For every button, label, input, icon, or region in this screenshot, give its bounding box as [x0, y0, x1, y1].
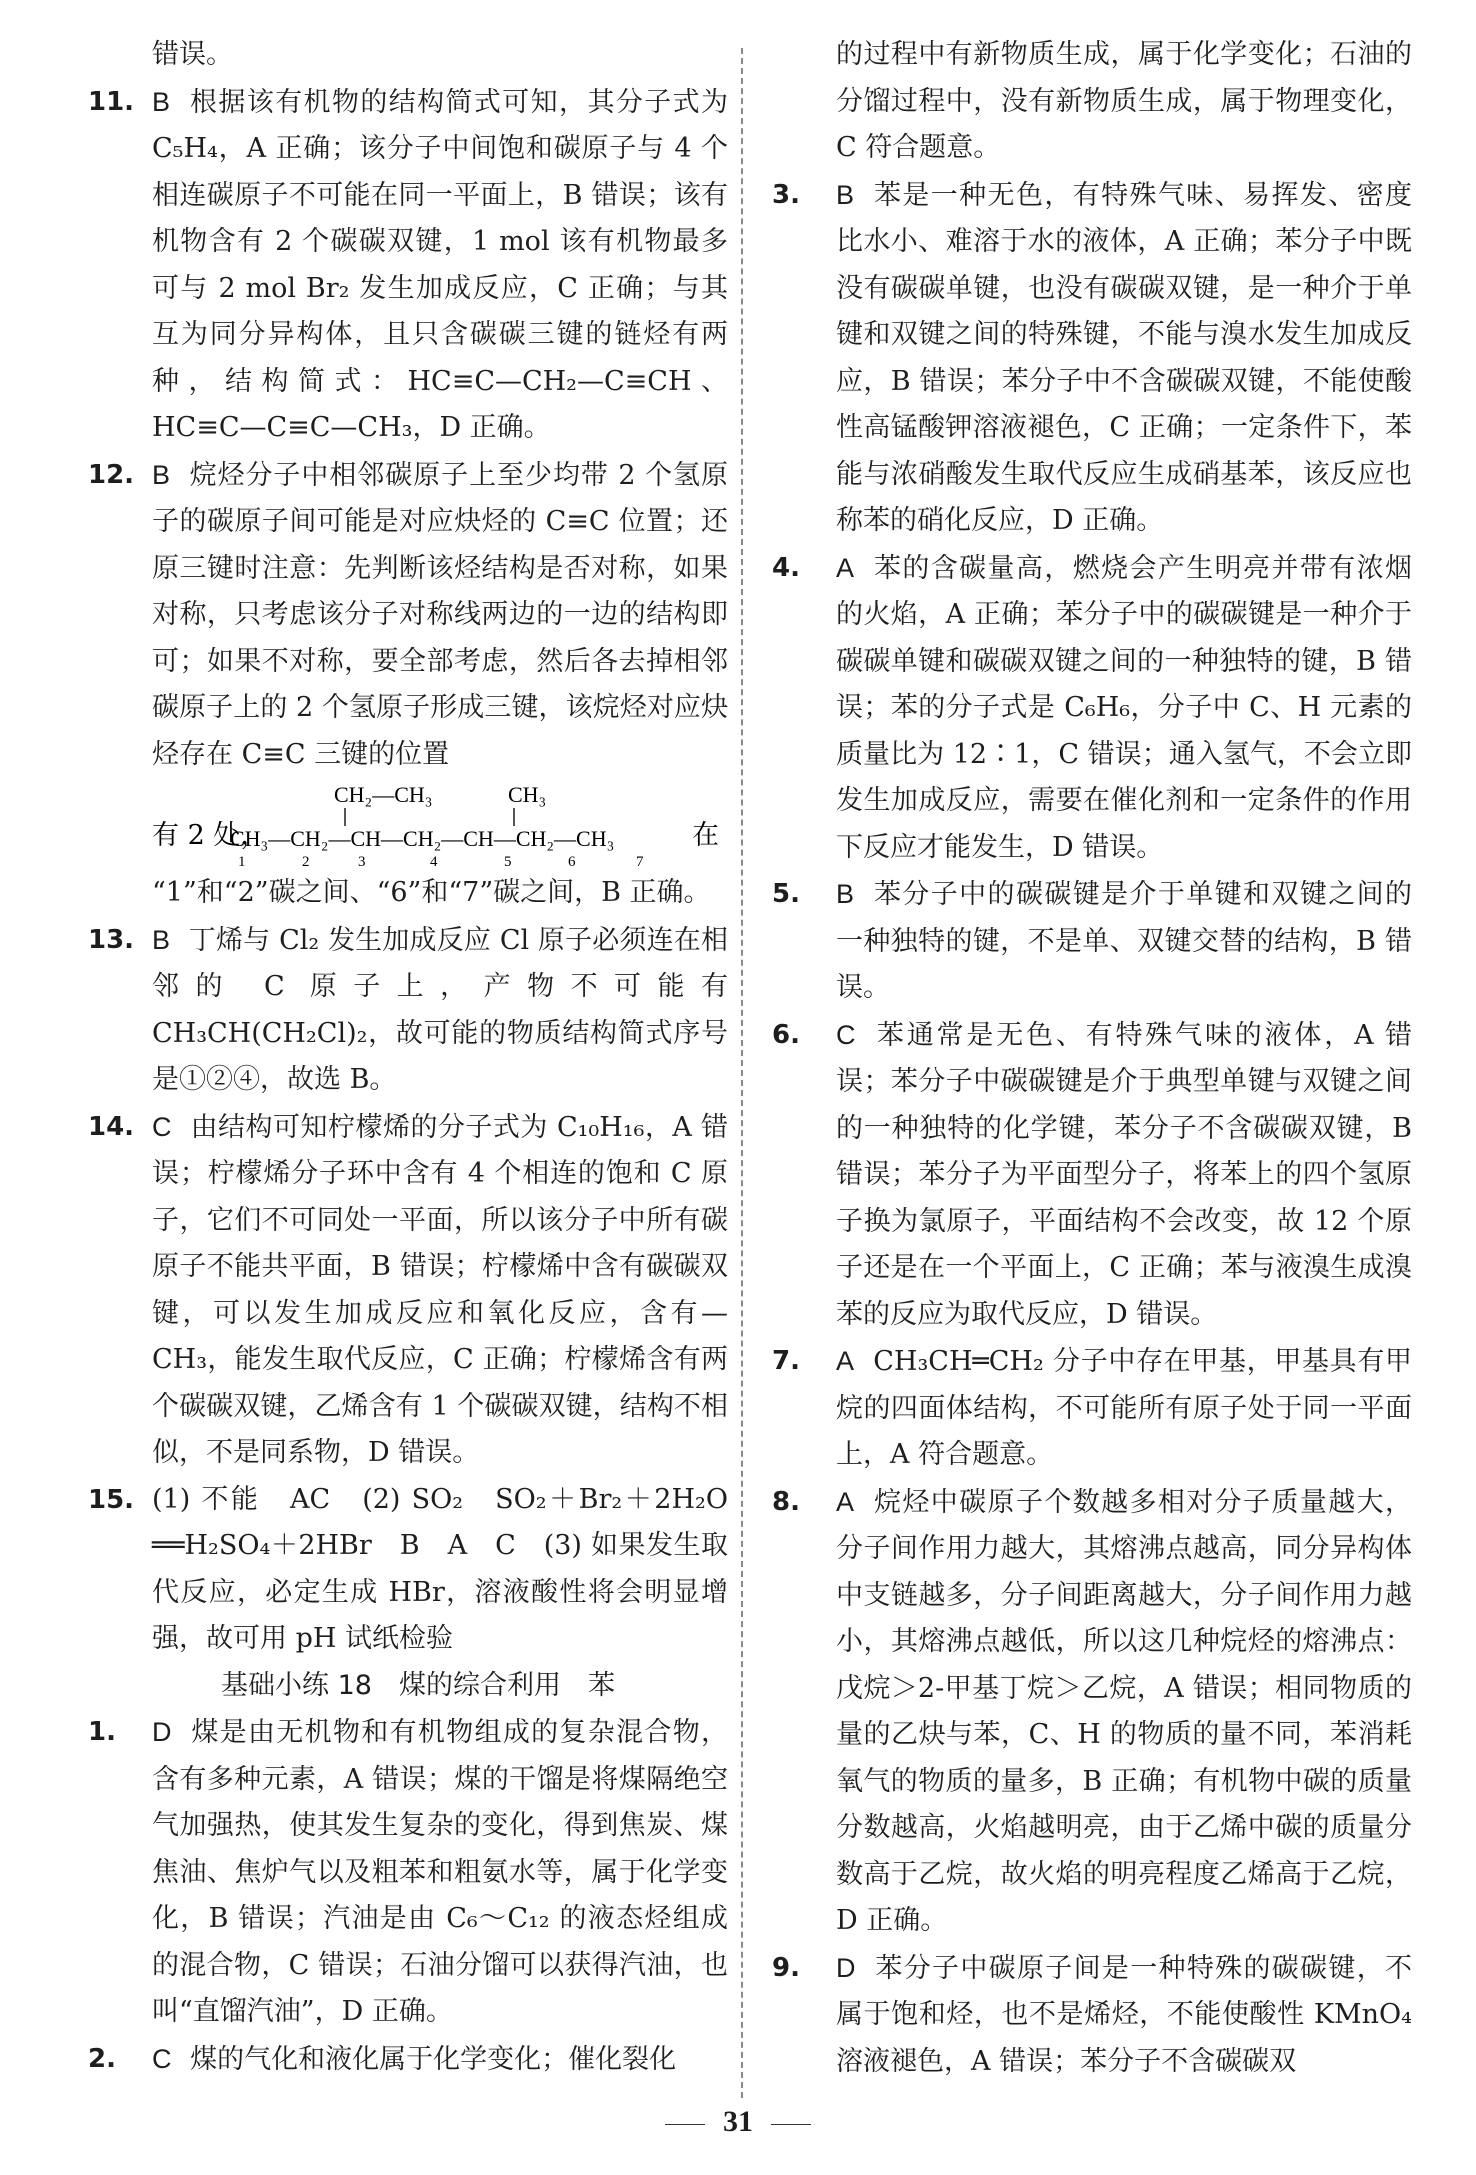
continuation-text: 的过程中有新物质生成，属于化学变化；石油的分馏过程中，没有新物质生成，属于物理变化，C 符合题意。: [836, 39, 1412, 163]
answer-choice: A: [836, 1486, 855, 1517]
answer-choice: C: [152, 1111, 172, 1142]
explanation-text: 煤是由无机物和有机物组成的复杂混合物，含有多种元素，A 错误；煤的干馏是将煤隔绝空气加强热，使其发生复杂的变化，得到焦炭、煤焦油、焦炉气以及粗苯和粗氨水等，属于化学变化，B 错误；汽油是由 C₆～C₁₂ 的液态烃组成的混合物，C 错误；石油分馏可以获得汽油，也叫“直馏汽油”，D 正确。: [152, 1717, 729, 2027]
answer-choice: C: [836, 1019, 856, 1050]
explanation-text: 烷烃分子中相邻碳原子上至少均带 2 个氢原子的碳原子间可能是对应炔烃的 C≡C 位置；还原三键时注意：先判断该烃结构是否对称，如果对称，只考虑该分子对称线两边的一边的结构即可；如果不对称，要全部考虑，然后各去掉相邻碳原子上的 2 个氢原子形成三键，该烷烃对应炔烃存在 C≡C 三键的位置: [152, 459, 728, 770]
answer-item-s1: [88, 1709, 728, 2036]
answer-item-s5: [772, 871, 1412, 1012]
carbon-index-6: 6: [568, 854, 576, 870]
answer-choice: B: [836, 879, 855, 909]
page-number-footer: [0, 2105, 1476, 2139]
struct-branch-2: CH₃: [508, 782, 547, 807]
item-number: 1.: [88, 1717, 116, 1747]
section-heading: 基础小练 18 煤的综合利用 苯: [221, 1669, 615, 1701]
item-number: 14.: [88, 1111, 135, 1142]
item-number: 11.: [88, 86, 135, 117]
struct-main-chain: CH₃—CH₂—CH—CH₂—CH—CH₂—CH₃: [230, 826, 615, 851]
item-number: 2.: [88, 2043, 116, 2074]
answer-item-15: [88, 1477, 728, 1663]
item-number: 15.: [88, 1484, 135, 1515]
explanation-text: 丁烯与 Cl₂ 发生加成反应 Cl 原子必须连在相邻的 C 原子上，产物不可能有 CH₃CH(CH₂Cl)₂，故可能的物质结构简式序号是①②④，故选 B。: [152, 924, 728, 1095]
item-number: 7.: [772, 1346, 800, 1376]
explanation-text: 苯分子中的碳碳键是介于单键和双键之间的一种独特的键，不是单、双键交替的结构，B 错误。: [836, 879, 1413, 1003]
answer-item-s6: [772, 1012, 1412, 1339]
answer-item-s8: [772, 1479, 1412, 1945]
structural-formula-line: [152, 778, 728, 870]
item-number: 9.: [772, 1952, 800, 1983]
right-column: [772, 32, 1412, 2085]
carbon-index-5: 5: [504, 854, 512, 870]
item-number: 12.: [88, 459, 135, 490]
answer-choice: C: [152, 2043, 172, 2074]
item-number: 4.: [772, 552, 800, 583]
struct-branch-1: CH₂—CH₃: [334, 782, 433, 807]
answer-choice: B: [152, 86, 171, 117]
answer-choice: D: [836, 1952, 856, 1983]
answer-choice: A: [836, 552, 855, 583]
carbon-index-3: 3: [358, 854, 366, 870]
carbon-index-7: 7: [636, 854, 644, 870]
continuation-text: 错误。: [152, 39, 233, 70]
left-column: [88, 32, 728, 2083]
carbon-index-1: 1: [238, 854, 246, 870]
answer-item-11: [88, 79, 728, 452]
explanation-text: 苯分子中碳原子间是一种特殊的碳碳键，不属于饱和烃，也不是烯烃，不能使酸性 KMnO₄ 溶液褪色，A 错误；苯分子不含碳碳双: [836, 1952, 1413, 2077]
carbon-index-4: 4: [430, 854, 438, 870]
answer-item-s7: [772, 1338, 1412, 1479]
explanation-text: 根据该有机物的结构简式可知，其分子式为 C₅H₄，A 正确；该分子中间饱和碳原子与 4 个相连碳原子不可能在同一平面上，B 错误；该有机物含有 2 个碳碳双键，1 mol 该有机物最多可与 2 mol Br₂ 发生加成反应，C 正确；与其互为同分异构体，且只含碳碳三键的链烃有两种，结构简式：HC≡C—CH₂—C≡CH、HC≡C—C≡C—CH₃，D 正确。: [152, 86, 729, 443]
carbon-index-2: 2: [302, 854, 310, 870]
answer-choice: D: [152, 1717, 172, 1747]
struct-prefix: 有 2 处，: [152, 820, 268, 851]
answer-choice: B: [836, 179, 855, 210]
explanation-text: 苯是一种无色，有特殊气味、易挥发、密度比水小、难溶于水的液体，A 正确；苯分子中既没有碳碳单键，也没有碳碳双键，是一种介于单键和双键之间的特殊键，不能与溴水发生加成反应，B 错误；苯分子中不含碳碳双键，不能使酸性高锰酸钾溶液褪色，C 正确；一定条件下，苯能与浓硝酸发生取代反应生成硝基苯，该反应也称苯的硝化反应，D 正确。: [836, 179, 1413, 536]
explanation-text: 煤的气化和液化属于化学变化；催化裂化: [190, 2043, 677, 2075]
answer-item-12: [88, 452, 728, 917]
paragraph-continuation: [772, 32, 1412, 172]
answer-item-14: [88, 1104, 728, 1477]
struct-suffix: 在: [692, 820, 719, 851]
explanation-text: 苯通常是无色、有特殊气味的液体，A 错误；苯分子中碳碳键是介于典型单键与双键之间的一种独特的化学键，苯分子不含碳碳双键，B 错误；苯分子为平面型分子，将苯上的四个氢原子换为氯原子，平面结构不会改变，故 12 个原子还是在一个平面上，C 正确；苯与液溴生成溴苯的反应为取代反应，D 错误。: [836, 1019, 1412, 1330]
explanation-text: 烷烃中碳原子个数越多相对分子质量越大，分子间作用力越大，其熔沸点越高，同分异构体中支链越多，分子间距离越大，分子间作用力越小，其熔沸点越低，所以这几种烷烃的熔沸点：戊烷＞2-甲基丁烷＞乙烷，A 错误；相同物质的量的乙炔与苯，C、H 的物质的量不同，苯消耗氧气的物质的量多，B 正确；有机物中碳的质量分数越高，火焰越明亮，由于乙烯中碳的质量分数高于乙烷，故火焰的明亮程度乙烯高于乙烷，D 正确。: [836, 1486, 1413, 1936]
item-number: 3.: [772, 179, 800, 210]
explanation-text: 苯的含碳量高，燃烧会产生明亮并带有浓烟的火焰，A 正确；苯分子中的碳碳键是一种介于碳碳单键和碳碳双键之间的一种独特的键，B 错误；苯的分子式是 C₆H₆，分子中 C、H 元素的质量比为 12∶1，C 错误；通入氢气，不会立即发生加成反应，需要在催化剂和一定条件的作用下反应才能发生，D 错误。: [836, 552, 1413, 863]
answer-item-13: [88, 917, 728, 1104]
answer-item-s9: [772, 1945, 1412, 2086]
page-number: 31: [723, 2105, 753, 2138]
explanation-text: 由结构可知柠檬烯的分子式为 C₁₀H₁₆，A 错误；柠檬烯分子环中含有 4 个相连的饱和 C 原子，它们不可同处一平面，所以该分子中所有碳原子不能共平面，B 错误；柠檬烯中含有碳碳双键，可以发生加成反应和氧化反应，含有—CH₃，能发生取代反应，C 正确；柠檬烯含有两个碳碳双键，乙烯含有 1 个碳碳双键，结构不相似，不是同系物，D 错误。: [152, 1111, 728, 1468]
column-divider: [741, 48, 743, 2098]
footer-dash-right: [771, 2124, 811, 2125]
structural-formula: [152, 778, 728, 870]
answer-choice: B: [152, 924, 171, 955]
item-number: 5.: [772, 879, 800, 909]
answer-item-s4: [772, 545, 1412, 872]
explanation-text: (1) 不能 AC (2) SO₂ SO₂＋Br₂＋2H₂O ══H₂SO₄＋2HBr B A C (3) 如果发生取代反应，必定生成 HBr，溶液酸性将会明显增强，故可用 pH 试纸检验: [152, 1483, 728, 1654]
paragraph-continuation: [88, 32, 728, 79]
item-number: 13.: [88, 924, 135, 955]
footer-dash-left: [665, 2124, 705, 2125]
item-number: 6.: [772, 1019, 800, 1050]
explanation-text: CH₃CH═CH₂ 分子中存在甲基，甲基具有甲烷的四面体结构，不可能所有原子处于同一平面上，A 符合题意。: [836, 1346, 1412, 1470]
item-number: 8.: [772, 1486, 800, 1517]
answer-choice: B: [152, 459, 171, 490]
explanation-tail: “1”和“2”碳之间、“6”和“7”碳之间，B 正确。: [152, 877, 711, 908]
answer-item-s2: [88, 2036, 728, 2084]
answer-choice: A: [836, 1346, 855, 1376]
answer-item-s3: [772, 172, 1412, 545]
